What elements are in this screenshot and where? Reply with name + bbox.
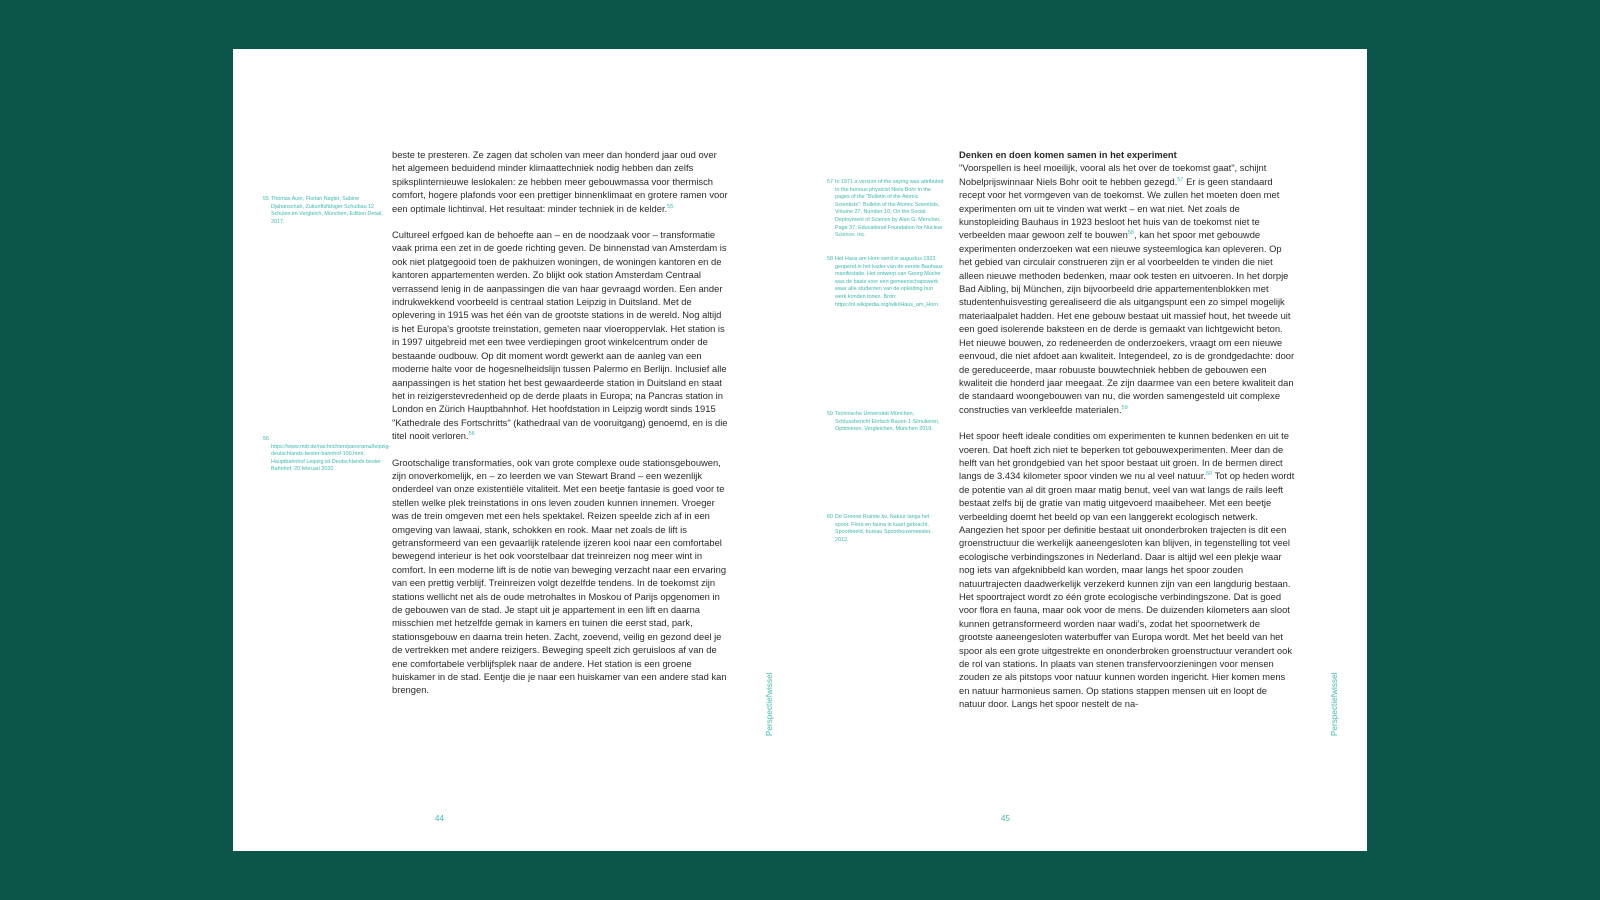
left-body-column: [392, 148, 729, 710]
footnote-text: Thomas Auer, Florian Nagler, Sabine Djahanschah, Zukunftsfähiger Schulbau 12 Schulen im Vergleich, München, Edition Detail, 2017.: [271, 196, 383, 225]
footnote-ref[interactable]: 59: [1121, 404, 1128, 411]
footnote-60: [827, 514, 945, 544]
page-number: 44: [435, 814, 444, 823]
footnote-number: 58: [827, 256, 833, 262]
left-page: [233, 49, 799, 851]
paragraph-text: beste te presteren. Ze zagen dat scholen van meer dan honderd jaar oud over het algemeen beduidend minder klimaattechniek nodig hebben dan zelfs spiksplinternieuwe leslokalen: ze hebben meer gebouwmassa voor thermisch comfort, hogere plafonds voor een prettiger binnenklimaat en grotere ramen voor een optimale lichtinval. Het resultaat: minder techniek in de kelder.: [392, 149, 728, 214]
paragraph: [392, 456, 729, 697]
footnote-56: [263, 436, 389, 474]
footnote-ref[interactable]: 60: [1206, 471, 1213, 478]
paragraph: [959, 429, 1295, 711]
running-section-label: Perspectiefwissel: [765, 672, 774, 736]
footnote-number: 60: [827, 514, 833, 520]
footnote-55: [263, 196, 389, 226]
footnote-number: 56: [263, 436, 269, 442]
footnote-number: 55: [263, 196, 269, 202]
page-number: 45: [1001, 814, 1010, 823]
paragraph-text: "Voorspellen is heel moeilijk, vooral als het over de toekomst gaat", schijnt Nobelprijswinnaar Niels Bohr ooit te hebben gezegd.: [959, 162, 1267, 187]
footnote-text: De Groene Ruimte bv, Natuur langs het spoor. Flora en fauna in kaart gebracht. Spoorbeeld, bureau Spoorbouwmeester, 2012.: [835, 514, 932, 543]
footnote-ref[interactable]: 56: [468, 431, 475, 437]
footnote-57: [827, 179, 945, 240]
footnote-58: [827, 256, 945, 309]
paragraph-text: Tot op heden wordt de potentie van al dit groen maar matig benut, veel van wat langs de rails leeft bestaat zelfs bij de gratie van matig uitgevoerd maaibeheer. Met een beetje verbeelding doemt het beeld op van een langgerekt ecologisch netwerk. Aangezien het spoor per definitie bestaat uit ononderbroken trajecten is dit een groenstructuur die werkelijk aaneengesloten kan blijven, in tegenstelling tot veel ecologische verbindingszones in Nederland. Daar is altijd wel een plekje waar nog iets van afgeknibbeld kan worden, maar langs het spoor zouden natuurtrajecten daadwerkelijk verzekerd kunnen zijn van een langdurig bestaan. Het spoortraject wordt zo één grote ecologische verbindingszone. Dat is goed voor flora en fauna, maar ook voor de mens. De duizenden kilometers aan sloot kunnen getransformeerd worden naar wadi's, zodat het spoornetwerk de grootste aaneengesloten waterbuffer van Europa wordt. Met het beeld van het spoor als een grote uitgestrekte en ononderbroken groenstructuur verandert ook de rol van stations. In plaats van stenen transfervoorzieningen voor mensen zouden ze als pitstops voor natuur kunnen worden ingericht. Hier komen mens en natuur harmonieus samen. Op stations stappen mensen uit en loopt de natuur door. Langs het spoor nestelt de na-: [959, 470, 1295, 710]
footnote-text: Het Haus am Horn werd in augustus 1923 geopend in het kader van de eerste Bauhaus manifestatie. Het ontwerp van Georg Muche was de basis voor een gemeenschapswerk waar alle studenten van de opleiding hun werk konden tonen. Bron: https://nl.wikipedia.org/wiki/Haus_am_Horn.: [835, 256, 943, 308]
footnote-59: [827, 411, 945, 434]
paragraph-text: Grootschalige transformaties, ook van grote complexe oude stationsgebouwen, zijn onoverkomelijk, en – zo leerden we van Stewart Brand – een wezenlijk onderdeel van onze existentiële vitaliteit. Met een beetje fantasie is goed voor te stellen welke plek treinstations in ons leven zouden kunnen innemen. Vroeger was de trein omgeven met een hels spektakel. Reizen speelde zich af in een omgeving van lawaai, stank, schokken en rook. Maar net zoals de lift is getransformeerd van een gevaarlijk ratelende ijzeren kooi naar een comfortabel bewegend interieur is het ook voorstelbaar dat treinreizen nog meer wint in comfort. In een moderne lift is de notie van beweging verzacht naar een ervaring van een prettig verblijf. Treinreizen volgt dezelfde tendens. In de toekomst zijn stations wellicht net als de oude metrohaltes in Moskou of Parijs opgenomen in de gebouwen van de stad. Je stapt uit je appartement in een lift en daarna misschien met hetzelfde gemak in kamers en tuinen die eerst stad, park, stationsgebouw en daarna trein heten. Zacht, zoevend, veilig en gezond deel je de vertrekken met andere reizigers. Beweging speelt zich geruisloos af van de ene comfortabele verblijfsplek naar de andere. Het station is een groene huiskamer in de stad. Eentje die je naar een huiskamer van een andere stad kan brengen.: [392, 456, 727, 696]
footnote-number: 57: [827, 179, 833, 185]
paragraph: [959, 161, 1295, 416]
footnote-text: Technische Universität München, Schlussbericht Einfach Bauen 1 Simulieren, Optimieren, Vergleichen, München 2019.: [835, 411, 940, 433]
paragraph-text: Cultureel erfgoed kan de behoefte aan – en de noodzaak voor – transformatie vaak prima een zet in de goede richting geven. De binnenstad van Amsterdam is ook niet platgegooid toen de pakhuizen woningen, de woningen kantoren en de kantoren appartementen werden. Zo blijkt ook station Amsterdam Centraal verrassend lenig in de aanpassingen die van haar gevraagd worden. Een ander indrukwekkend voorbeeld is centraal station Leipzig in Duitsland. Met de oplevering in 1915 was het één van de grootste stations in de wereld. Nog altijd is het Europa's grootste treinstation, gemeten naar vloeroppervlak. Het station is in 1997 uitgebreid met een twee verdiepingen groot winkelcentrum onder de bestaande oudbouw. Op dit moment wordt gewerkt aan de aanleg van een moderne halte voor de hogesnelheidslijn tussen Palermo en Berlijn. Inclusief alle aanpassingen is het station het best gewaardeerde station in Duitsland en staat het in reizigerstevredenheid op de derde plaats in Europa; na Pancras station in London en Zürich Hauptbahnhof. Het hoofdstation in Leipzig wordt sinds 1915 "Kathedrale des Fortschritts" (kathedraal van de vooruitgang) genoemd, en is die titel nooit verloren.: [392, 229, 728, 442]
paragraph-text: , kan het spoor met gebouwde experimenten onderzoeken wat een nieuwe systeemlogica kan opleveren. Op het gebied van circulair construeren zijn er al voorbeelden te vinden die niet alleen nieuwe methoden bedenken, maar ook testen en uitvoeren. In het dorpje Bad Aibling, bij München, zijn bijvoorbeeld drie appartementenblokken met studentenhuisvesting gerealiseerd die als uitgangspunt een zo simpel mogelijk materiaalpalet hadden. Het ene gebouw bestaat uit massief hout, het tweede uit een goed isolerende baksteen en de derde is gemaakt van lichtgewicht beton. Het nieuwe bouwen, zo redeneerden de onderzoekers, vraagt om een nieuwe eenvoud, die niet afdoet aan kwaliteit. Integendeel, zo is de grondgedachte: door de gereduceerde, maar robuuste bouwtechniek hebben de gebouwen een kwaliteit die honderd jaar meegaat. Ze zijn daarmee van een betere kwaliteit dan de standaard woongebouwen van nu, die worden samengesteld uit complexe constructies van verkleefde materialen.: [959, 229, 1295, 415]
running-section-label: Perspectiefwissel: [1330, 672, 1339, 736]
section-heading: Denken en doen komen samen in het experiment: [959, 149, 1177, 160]
footnote-ref[interactable]: 58: [1127, 230, 1134, 237]
footnote-number: 59: [827, 411, 833, 417]
footnote-text: https://www.mdr.de/nachrichten/panorama/leipzig-deutschlands-bester-bahnhof-100.html, Hauptbahnhof Leipzig ist Deutschlands bester Bahnhof, 20 februari 2020: [271, 443, 391, 473]
paragraph: [392, 228, 729, 443]
paragraph-text: Het spoor heeft ideale condities om experimenten te kunnen bedenken en uit te voeren. Dat hoeft zich niet te beperken tot gebouwexperimenten. Meer dan de helft van het grondgebied van het spoor bestaat uit groen. In de bermen direct langs de 3.434 kilometer spoor vinden we nu al veel natuur.: [959, 430, 1289, 482]
right-page: [799, 49, 1367, 851]
footnote-ref[interactable]: 57: [1177, 176, 1184, 183]
footnote-ref[interactable]: 55: [667, 203, 674, 210]
paragraph-text: Er is geen standaard recept voor het vormgeven van de toekomst. We zullen het moeten doen met experimenten om uit te vinden wat werkt – en wat niet. Net zoals de kunstopleiding Bauhaus in 1923 besloot het huis van de toekomst niet te verbeelden maar gewoon zelf te bouwen: [959, 175, 1280, 241]
footnote-text: In 1971 a version of the saying was attributed to the famous physicist Niels Bohr in the pages of the "Bulletin of the Atomic Scientists": Bulletin of the Atomic Scientists, Volume 27, Number 10, On the Social Deployment of Science by Alan G. Mencher, Page 37, Educational Foundation for Nuclear Science, Inc.: [835, 179, 944, 239]
paragraph: [392, 148, 729, 215]
right-body-column: [959, 148, 1295, 724]
